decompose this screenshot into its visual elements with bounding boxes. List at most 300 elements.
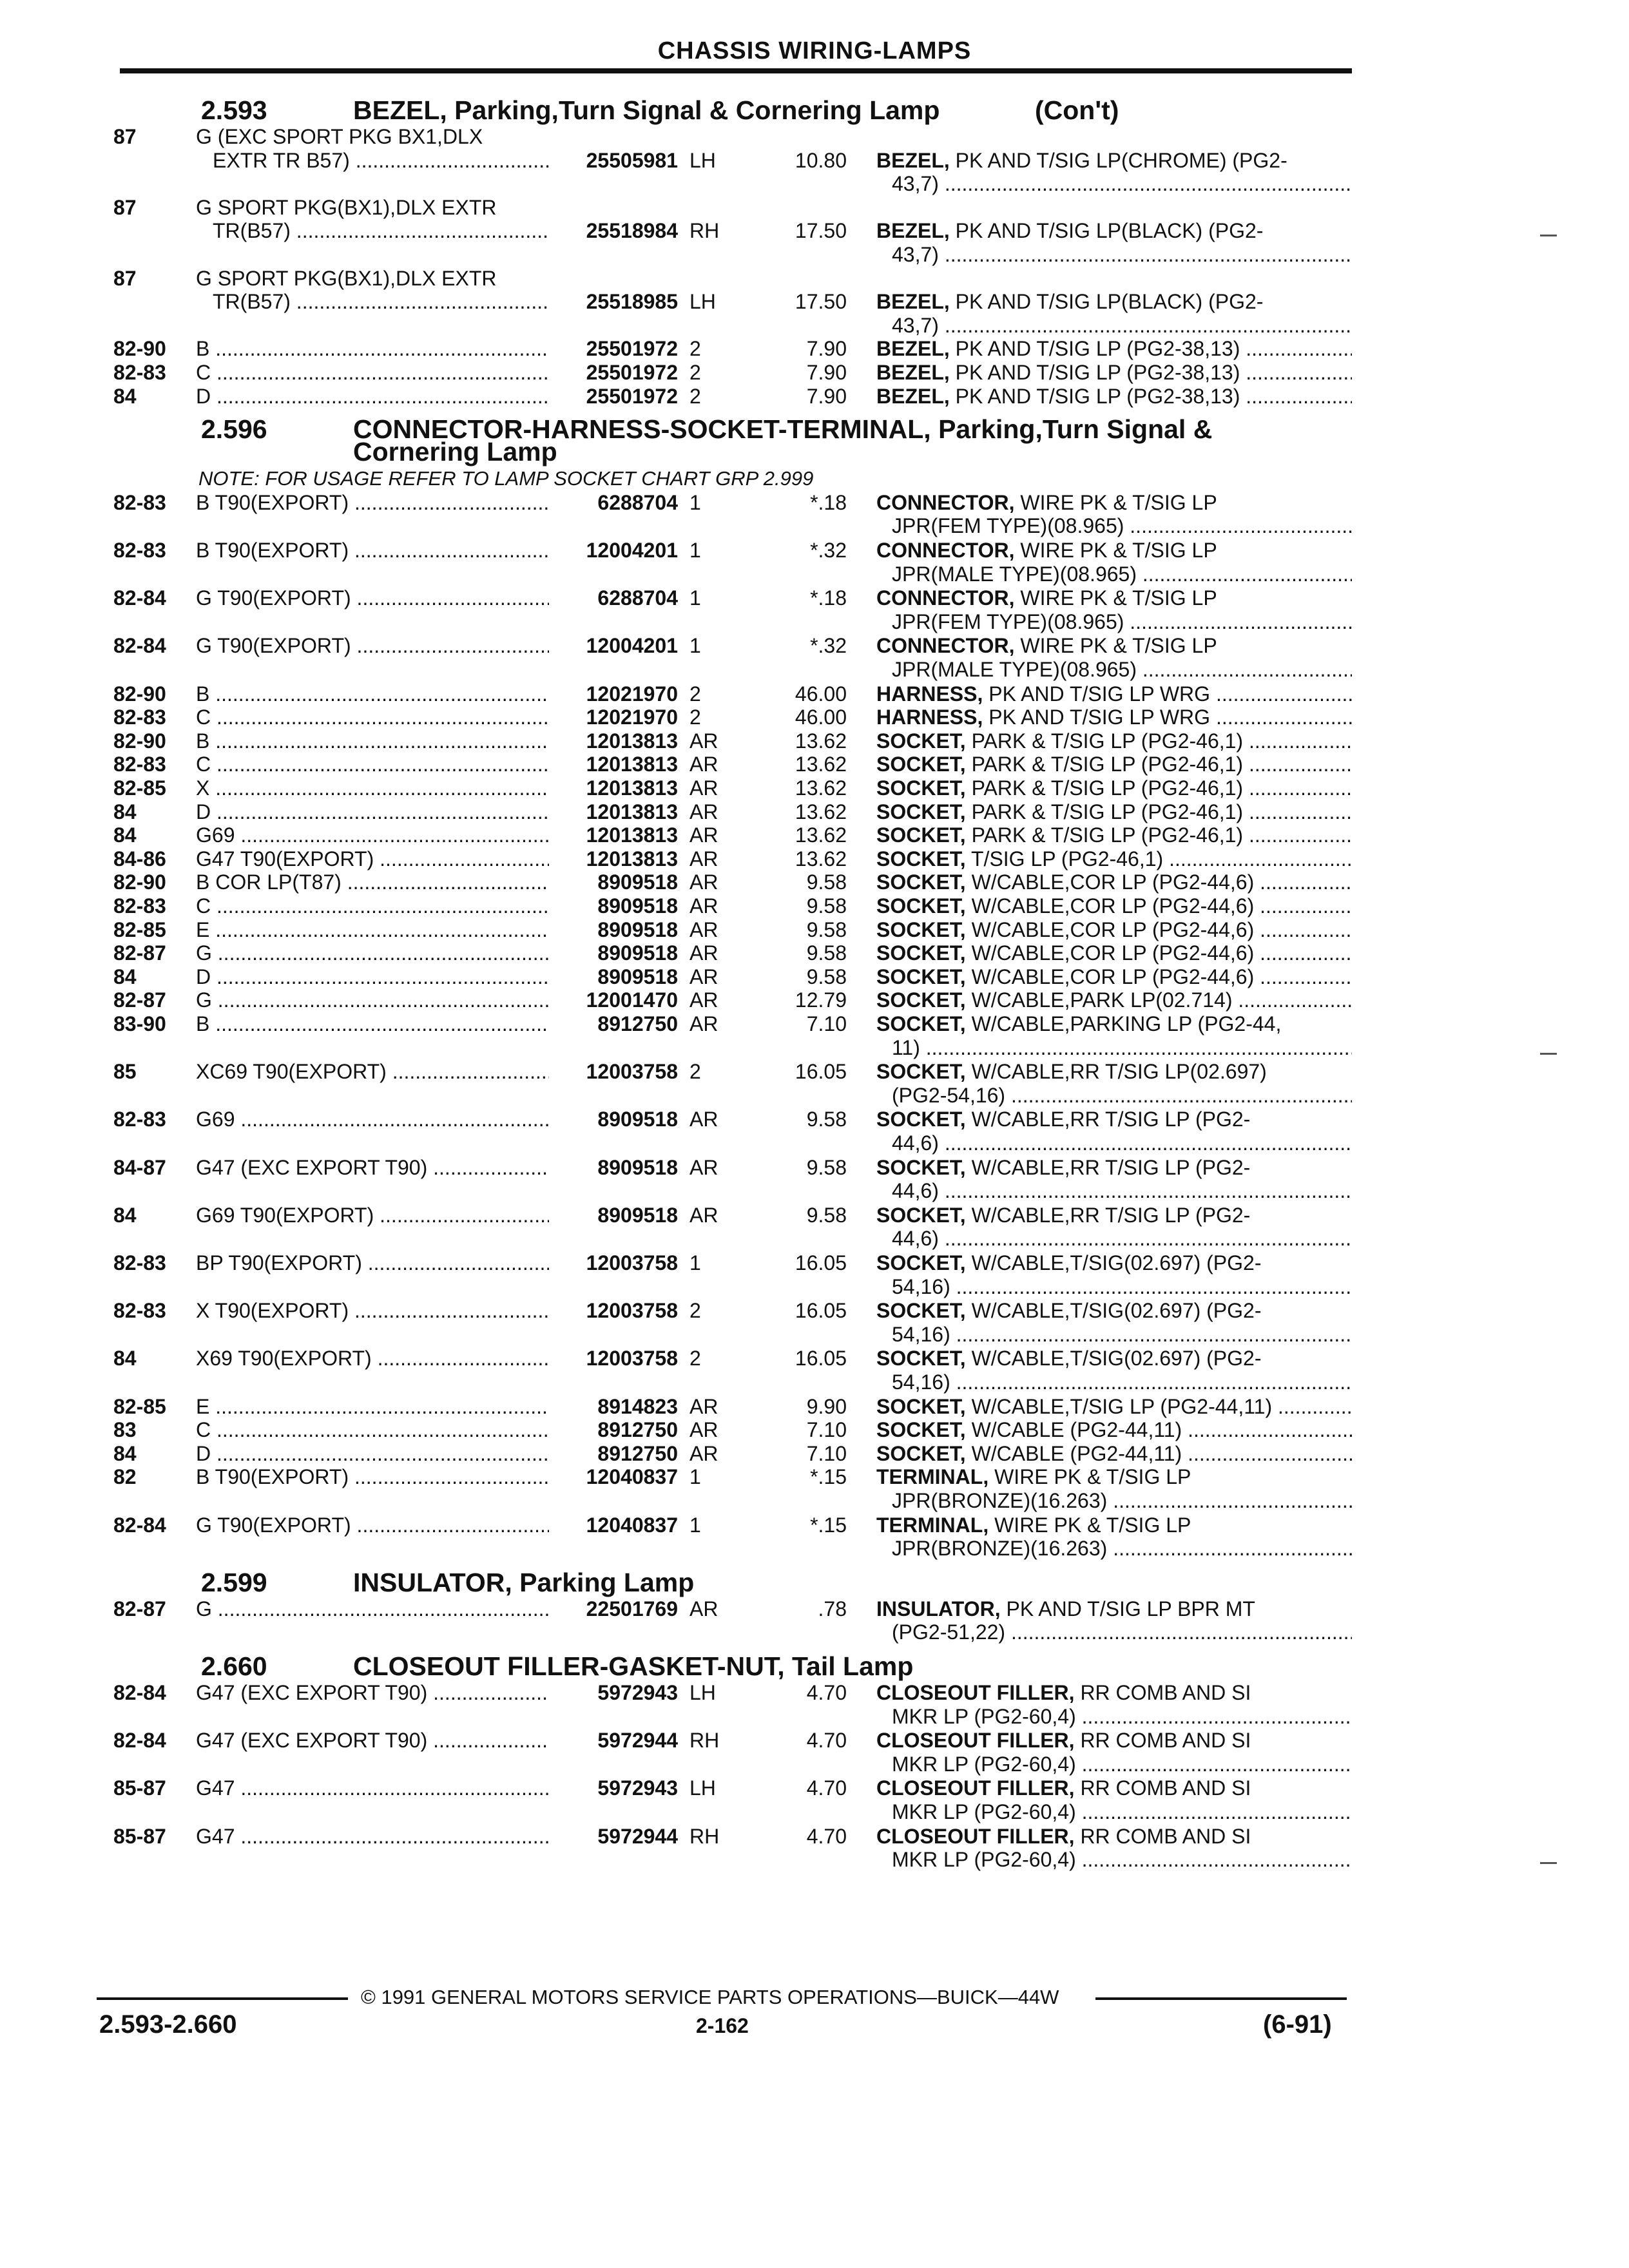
part-description <box>876 704 1352 730</box>
part-name: SOCKET, <box>876 823 966 847</box>
part-name: CLOSEOUT FILLER, <box>876 1681 1075 1704</box>
part-description <box>876 633 1352 658</box>
model-code: G T90(EXPORT) ..... <box>196 1512 549 1538</box>
quantity: 2 <box>689 1347 701 1370</box>
part-description-continued <box>0 561 1629 587</box>
part-name: BEZEL, <box>876 290 950 314</box>
price: 9.58 <box>806 894 847 918</box>
part-detail-continued: MKR LP (PG2-60,4) ..... <box>892 1799 1352 1825</box>
part-detail-continued: JPR(MALE TYPE)(08.965) ..... <box>892 561 1352 587</box>
part-row <box>0 1417 1629 1443</box>
quantity: 2 <box>689 706 701 729</box>
part-row <box>0 360 1629 385</box>
model-year: 83-90 <box>113 1012 166 1035</box>
price: 46.00 <box>795 682 847 706</box>
quantity: 1 <box>689 539 701 562</box>
part-name: CONNECTOR, <box>876 586 1015 610</box>
part-detail: WIRE PK & T/SIG LP <box>1020 634 1217 658</box>
part-name: CLOSEOUT FILLER, <box>876 1776 1075 1800</box>
model-year: 82-83 <box>113 706 166 729</box>
part-row-continued <box>0 148 1629 173</box>
price: 13.62 <box>795 847 847 870</box>
model-code: G (EXC SPORT PKG BX1,DLX <box>196 125 483 148</box>
part-detail-continued: 44,6) ..... <box>892 1130 1352 1156</box>
part-row <box>0 1345 1629 1371</box>
part-description <box>876 1775 1352 1801</box>
part-row-continued <box>0 289 1629 314</box>
model-year: 82-83 <box>113 894 166 918</box>
part-description <box>876 846 1352 872</box>
price: *.18 <box>810 586 847 610</box>
part-description-continued <box>0 1035 1629 1061</box>
part-row <box>0 704 1629 730</box>
part-row <box>0 1106 1629 1132</box>
part-name: SOCKET, <box>876 847 966 870</box>
part-name: SOCKET, <box>876 1060 966 1084</box>
page-title: CHASSIS WIRING-LAMPS <box>657 37 972 64</box>
section-title: CONNECTOR-HARNESS-SOCKET-TERMINAL, Parking,Turn Signal & <box>353 414 1213 445</box>
part-row <box>0 585 1629 611</box>
quantity: AR <box>689 753 718 776</box>
price: *.15 <box>810 1465 847 1489</box>
model-year: 82-84 <box>113 1729 166 1753</box>
part-number: 8909518 <box>597 1108 678 1131</box>
part-detail-continued: MKR LP (PG2-60,4) ..... <box>892 1751 1352 1777</box>
model-year: 82 <box>113 1465 137 1489</box>
part-row <box>0 1680 1629 1706</box>
part-detail-continued: 44,6) ..... <box>892 1225 1352 1251</box>
part-detail-continued: JPR(MALE TYPE)(08.965) ..... <box>892 657 1352 682</box>
part-detail: WIRE PK & T/SIG LP <box>994 1465 1191 1489</box>
part-name: SOCKET, <box>876 1251 966 1274</box>
part-detail-continued: JPR(FEM TYPE)(08.965) ..... <box>892 513 1352 539</box>
part-number: 5972943 <box>597 1776 678 1800</box>
part-name: BEZEL, <box>876 384 950 408</box>
quantity: AR <box>689 1012 718 1035</box>
part-row <box>0 1059 1629 1084</box>
price: 16.05 <box>795 1347 847 1370</box>
part-description <box>876 1059 1352 1084</box>
part-name: SOCKET, <box>876 1299 966 1323</box>
part-number: 8912750 <box>597 1441 678 1465</box>
part-description <box>876 1155 1352 1180</box>
part-row <box>0 1298 1629 1323</box>
part-detail: PARK & T/SIG LP (PG2-46,1) <box>971 800 1244 823</box>
part-description <box>876 775 1352 801</box>
part-description <box>876 728 1352 754</box>
part-detail-continued: JPR(BRONZE)(16.263) ..... <box>892 1488 1352 1514</box>
part-detail: W/CABLE,T/SIG(02.697) (PG2- <box>971 1251 1262 1274</box>
part-name: SOCKET, <box>876 1155 966 1179</box>
quantity: AR <box>689 941 718 965</box>
model-code: C ..... <box>196 360 549 385</box>
price: *.15 <box>810 1513 847 1537</box>
model-code: D ..... <box>196 799 549 825</box>
part-detail: PARK & T/SIG LP (PG2-46,1) <box>971 729 1244 753</box>
part-name: SOCKET, <box>876 1418 966 1442</box>
quantity: 2 <box>689 384 701 408</box>
part-row <box>0 1464 1629 1490</box>
part-number: 5972944 <box>597 1824 678 1848</box>
part-description <box>876 1202 1352 1228</box>
part-detail: WIRE PK & T/SIG LP <box>1020 586 1217 610</box>
part-number: 5972944 <box>597 1729 678 1753</box>
part-detail: WIRE PK & T/SIG LP <box>1020 539 1217 562</box>
price: 16.05 <box>795 1299 847 1323</box>
footer-rule <box>97 1997 348 2000</box>
section-note: NOTE: FOR USAGE REFER TO LAMP SOCKET CHART GRP 2.999 <box>198 467 814 490</box>
part-row <box>0 1155 1629 1180</box>
model-year: 82-83 <box>113 753 166 776</box>
footer-date: (6-91) <box>1263 2010 1332 2039</box>
part-number: 25518984 <box>586 219 678 243</box>
part-number: 25501972 <box>586 361 678 384</box>
part-name: TERMINAL, <box>876 1465 989 1489</box>
model-year: 85-87 <box>113 1824 166 1848</box>
model-year: 84 <box>113 800 137 823</box>
section-title: INSULATOR, Parking Lamp <box>353 1567 695 1597</box>
part-description-continued <box>0 1704 1629 1729</box>
price: 7.90 <box>806 337 847 361</box>
part-detail-continued: MKR LP (PG2-60,4) ..... <box>892 1847 1352 1872</box>
price: 7.10 <box>806 1441 847 1465</box>
part-description <box>876 681 1352 707</box>
model-year: 84 <box>113 384 137 408</box>
part-row <box>0 940 1629 966</box>
part-detail: PK AND T/SIG LP (PG2-38,13) <box>955 384 1240 408</box>
quantity: LH <box>689 148 716 172</box>
part-row <box>0 490 1629 515</box>
part-description-continued <box>0 1535 1629 1561</box>
model-code: D ..... <box>196 1441 549 1466</box>
part-number: 8909518 <box>597 870 678 894</box>
model-code: G47 ..... <box>196 1823 549 1849</box>
price: *.32 <box>810 634 847 658</box>
part-name: SOCKET, <box>876 1108 966 1131</box>
price: 7.90 <box>806 361 847 384</box>
price: 13.62 <box>795 776 847 800</box>
part-row <box>0 1202 1629 1228</box>
part-name: BEZEL, <box>876 361 950 384</box>
part-description-continued <box>0 657 1629 682</box>
part-description-continued <box>0 1488 1629 1514</box>
price: 4.70 <box>806 1776 847 1800</box>
part-row <box>0 964 1629 990</box>
part-detail: PK AND T/SIG LP BPR MT <box>1006 1597 1255 1620</box>
model-code: G47 (EXC EXPORT T90) ..... <box>196 1155 549 1180</box>
part-description <box>876 1596 1352 1622</box>
section-number: 2.660 <box>201 1651 267 1681</box>
model-year: 87 <box>113 266 137 290</box>
part-number: 8909518 <box>597 1203 678 1227</box>
part-row <box>0 336 1629 361</box>
model-code: G69 ..... <box>196 1106 549 1132</box>
price: 17.50 <box>795 219 847 243</box>
part-name: BEZEL, <box>876 148 950 172</box>
model-code: B T90(EXPORT) ..... <box>196 537 549 563</box>
quantity: LH <box>689 290 716 314</box>
part-description <box>876 1441 1352 1466</box>
footer-group-range: 2.593-2.660 <box>99 2010 237 2039</box>
part-number: 8912750 <box>597 1012 678 1035</box>
part-detail: W/CABLE,PARKING LP (PG2-44, <box>971 1012 1282 1035</box>
section-heading <box>0 412 1629 447</box>
model-code: E ..... <box>196 1394 549 1419</box>
part-number: 12004201 <box>586 634 678 658</box>
part-number: 12003758 <box>586 1299 678 1323</box>
model-code: B ..... <box>196 681 549 707</box>
part-row <box>0 383 1629 409</box>
model-code: G SPORT PKG(BX1),DLX EXTR <box>196 195 497 219</box>
model-code: G69 T90(EXPORT) ..... <box>196 1202 549 1228</box>
part-number: 8914823 <box>597 1394 678 1418</box>
part-number: 12004201 <box>586 539 678 562</box>
price: 9.58 <box>806 965 847 988</box>
part-detail: PK AND T/SIG LP WRG <box>988 706 1211 729</box>
model-year: 82-83 <box>113 1299 166 1323</box>
model-year: 84 <box>113 1441 137 1465</box>
part-description <box>876 822 1352 848</box>
part-description <box>876 1394 1352 1419</box>
model-year: 82-87 <box>113 988 166 1012</box>
part-number: 25501972 <box>586 337 678 361</box>
part-detail-continued: 44,6) ..... <box>892 1178 1352 1204</box>
model-code: BP T90(EXPORT) ..... <box>196 1250 549 1276</box>
part-number: 12003758 <box>586 1251 678 1274</box>
model-code: G47 (EXC EXPORT T90) ..... <box>196 1727 549 1753</box>
quantity: AR <box>689 1155 718 1179</box>
part-row <box>0 1394 1629 1419</box>
model-code: B ..... <box>196 1011 549 1037</box>
quantity: AR <box>689 965 718 988</box>
part-description-continued <box>0 312 1629 338</box>
model-code: G ..... <box>196 940 549 966</box>
model-code: B COR LP(T87) ..... <box>196 869 549 895</box>
part-name: SOCKET, <box>876 729 966 753</box>
price: 13.62 <box>795 729 847 753</box>
price: 9.58 <box>806 1155 847 1179</box>
model-code-continued: TR(B57) ..... <box>213 289 549 314</box>
part-number: 8909518 <box>597 941 678 965</box>
price: 9.90 <box>806 1394 847 1418</box>
model-year: 82-83 <box>113 361 166 384</box>
part-name: BEZEL, <box>876 337 950 361</box>
part-detail: W/CABLE,COR LP (PG2-44,6) <box>971 941 1255 965</box>
part-description <box>876 1106 1352 1132</box>
part-number: 8909518 <box>597 965 678 988</box>
model-year: 82-83 <box>113 490 166 514</box>
part-detail-continued: JPR(FEM TYPE)(08.965) ..... <box>892 609 1352 635</box>
part-detail: W/CABLE,T/SIG LP (PG2-44,11) <box>971 1394 1273 1418</box>
part-detail-continued: 43,7) ..... <box>892 312 1352 338</box>
price: 7.10 <box>806 1418 847 1442</box>
quantity: AR <box>689 894 718 918</box>
part-name: TERMINAL, <box>876 1513 989 1537</box>
part-description <box>876 751 1352 777</box>
part-description <box>876 490 1352 515</box>
part-number: 8909518 <box>597 918 678 941</box>
part-detail: W/CABLE,T/SIG(02.697) (PG2- <box>971 1299 1262 1323</box>
part-detail: W/CABLE,RR T/SIG LP (PG2- <box>971 1203 1251 1227</box>
price: 9.58 <box>806 1108 847 1131</box>
part-description-continued <box>0 1799 1629 1825</box>
price: 4.70 <box>806 1681 847 1704</box>
part-description <box>876 1298 1352 1323</box>
part-description <box>876 336 1352 361</box>
quantity: AR <box>689 1394 718 1418</box>
price: 17.50 <box>795 290 847 314</box>
part-number: 6288704 <box>597 490 678 514</box>
model-year: 84 <box>113 1347 137 1370</box>
part-detail: PARK & T/SIG LP (PG2-46,1) <box>971 776 1244 800</box>
part-detail: RR COMB AND SI <box>1080 1824 1251 1848</box>
price: 16.05 <box>795 1060 847 1084</box>
part-detail: RR COMB AND SI <box>1080 1681 1251 1704</box>
part-detail: W/CABLE (PG2-44,11) <box>971 1441 1182 1465</box>
part-name: BEZEL, <box>876 219 950 243</box>
part-name: SOCKET, <box>876 753 966 776</box>
quantity: LH <box>689 1776 716 1800</box>
part-detail-continued: 54,16) ..... <box>892 1369 1352 1395</box>
part-description <box>876 917 1352 943</box>
quantity: AR <box>689 847 718 870</box>
model-code: G47 T90(EXPORT) ..... <box>196 846 549 872</box>
part-row <box>0 633 1629 658</box>
section-number: 2.596 <box>201 414 267 445</box>
model-code: G69 ..... <box>196 822 549 848</box>
price: 7.90 <box>806 384 847 408</box>
quantity: RH <box>689 219 720 243</box>
model-year: 82-90 <box>113 870 166 894</box>
part-description-continued <box>0 1369 1629 1395</box>
model-year: 84-86 <box>113 847 166 870</box>
part-detail: W/CABLE,COR LP (PG2-44,6) <box>971 918 1255 941</box>
part-detail: WIRE PK & T/SIG LP <box>994 1513 1191 1537</box>
part-detail-continued: MKR LP (PG2-60,4) ..... <box>892 1704 1352 1729</box>
model-year: 87 <box>113 125 137 148</box>
quantity: RH <box>689 1824 720 1848</box>
part-detail: PARK & T/SIG LP (PG2-46,1) <box>971 823 1244 847</box>
part-detail: RR COMB AND SI <box>1080 1729 1251 1753</box>
part-row-continued <box>0 218 1629 244</box>
model-code: D ..... <box>196 964 549 990</box>
section-heading <box>0 1565 1629 1600</box>
section-title-continued: Cornering Lamp <box>353 437 557 467</box>
model-code: G47 (EXC EXPORT T90) ..... <box>196 1680 549 1706</box>
part-detail-continued: 11) ..... <box>892 1035 1352 1061</box>
part-description <box>876 537 1352 563</box>
quantity: 1 <box>689 490 701 514</box>
quantity: 1 <box>689 586 701 610</box>
part-name: SOCKET, <box>876 776 966 800</box>
quantity: AR <box>689 1108 718 1131</box>
price: 7.10 <box>806 1012 847 1035</box>
part-detail: WIRE PK & T/SIG LP <box>1020 490 1217 514</box>
part-row <box>0 751 1629 777</box>
section-heading <box>0 93 1629 128</box>
price: 4.70 <box>806 1729 847 1753</box>
model-year: 82-90 <box>113 682 166 706</box>
part-description-continued <box>0 1274 1629 1300</box>
part-number: 12013813 <box>586 729 678 753</box>
model-code: C ..... <box>196 704 549 730</box>
price: 9.58 <box>806 870 847 894</box>
part-name: CLOSEOUT FILLER, <box>876 1729 1075 1753</box>
footer-page-number: 2-162 <box>696 2014 749 2037</box>
part-row <box>0 1823 1629 1849</box>
part-description-continued <box>0 1751 1629 1777</box>
part-number: 12013813 <box>586 847 678 870</box>
price: 13.62 <box>795 753 847 776</box>
part-description-continued <box>0 1178 1629 1204</box>
quantity: RH <box>689 1729 720 1753</box>
part-number: 12013813 <box>586 800 678 823</box>
model-year: 82-84 <box>113 1681 166 1704</box>
part-name: CONNECTOR, <box>876 539 1015 562</box>
part-detail: W/CABLE,COR LP (PG2-44,6) <box>971 870 1255 894</box>
part-description-continued <box>0 171 1629 197</box>
part-detail: PK AND T/SIG LP(BLACK) (PG2- <box>955 290 1264 314</box>
part-detail: PK AND T/SIG LP WRG <box>988 682 1211 706</box>
model-code: G SPORT PKG(BX1),DLX EXTR <box>196 266 497 290</box>
part-row <box>0 846 1629 872</box>
quantity: 2 <box>689 1299 701 1323</box>
part-row <box>0 728 1629 754</box>
part-detail: RR COMB AND SI <box>1080 1776 1251 1800</box>
part-description <box>876 1727 1352 1753</box>
part-row <box>0 917 1629 943</box>
part-detail: W/CABLE,RR T/SIG LP (PG2- <box>971 1155 1251 1179</box>
part-detail: W/CABLE,COR LP (PG2-44,6) <box>971 894 1255 918</box>
part-detail: PARK & T/SIG LP (PG2-46,1) <box>971 753 1244 776</box>
part-number: 25518985 <box>586 290 678 314</box>
part-detail: T/SIG LP (PG2-46,1) <box>971 847 1164 870</box>
part-description <box>876 383 1352 409</box>
part-name: SOCKET, <box>876 800 966 823</box>
quantity: AR <box>689 776 718 800</box>
quantity: AR <box>689 823 718 847</box>
quantity: AR <box>689 1597 718 1620</box>
model-year: 82-83 <box>113 1251 166 1274</box>
quantity: 2 <box>689 337 701 361</box>
part-description <box>876 360 1352 385</box>
quantity: 1 <box>689 1251 701 1274</box>
part-name: CONNECTOR, <box>876 490 1015 514</box>
part-row <box>0 893 1629 919</box>
part-description-continued <box>0 1847 1629 1872</box>
part-row <box>0 1512 1629 1538</box>
model-code: G ..... <box>196 1596 549 1622</box>
model-year: 82-83 <box>113 1108 166 1131</box>
part-name: SOCKET, <box>876 1394 966 1418</box>
part-number: 5972943 <box>597 1681 678 1704</box>
model-code: G ..... <box>196 987 549 1013</box>
quantity: 2 <box>689 682 701 706</box>
model-code: X69 T90(EXPORT) ..... <box>196 1345 549 1371</box>
part-row <box>0 1727 1629 1753</box>
model-code: C ..... <box>196 751 549 777</box>
margin-mark <box>1540 1862 1557 1864</box>
part-number: 12021970 <box>586 706 678 729</box>
part-description-continued <box>0 242 1629 267</box>
quantity: AR <box>689 1203 718 1227</box>
part-name: SOCKET, <box>876 941 966 965</box>
model-code: X ..... <box>196 775 549 801</box>
price: *.18 <box>810 490 847 514</box>
part-name: SOCKET, <box>876 1347 966 1370</box>
part-description <box>876 1011 1352 1037</box>
part-description <box>876 1345 1352 1371</box>
